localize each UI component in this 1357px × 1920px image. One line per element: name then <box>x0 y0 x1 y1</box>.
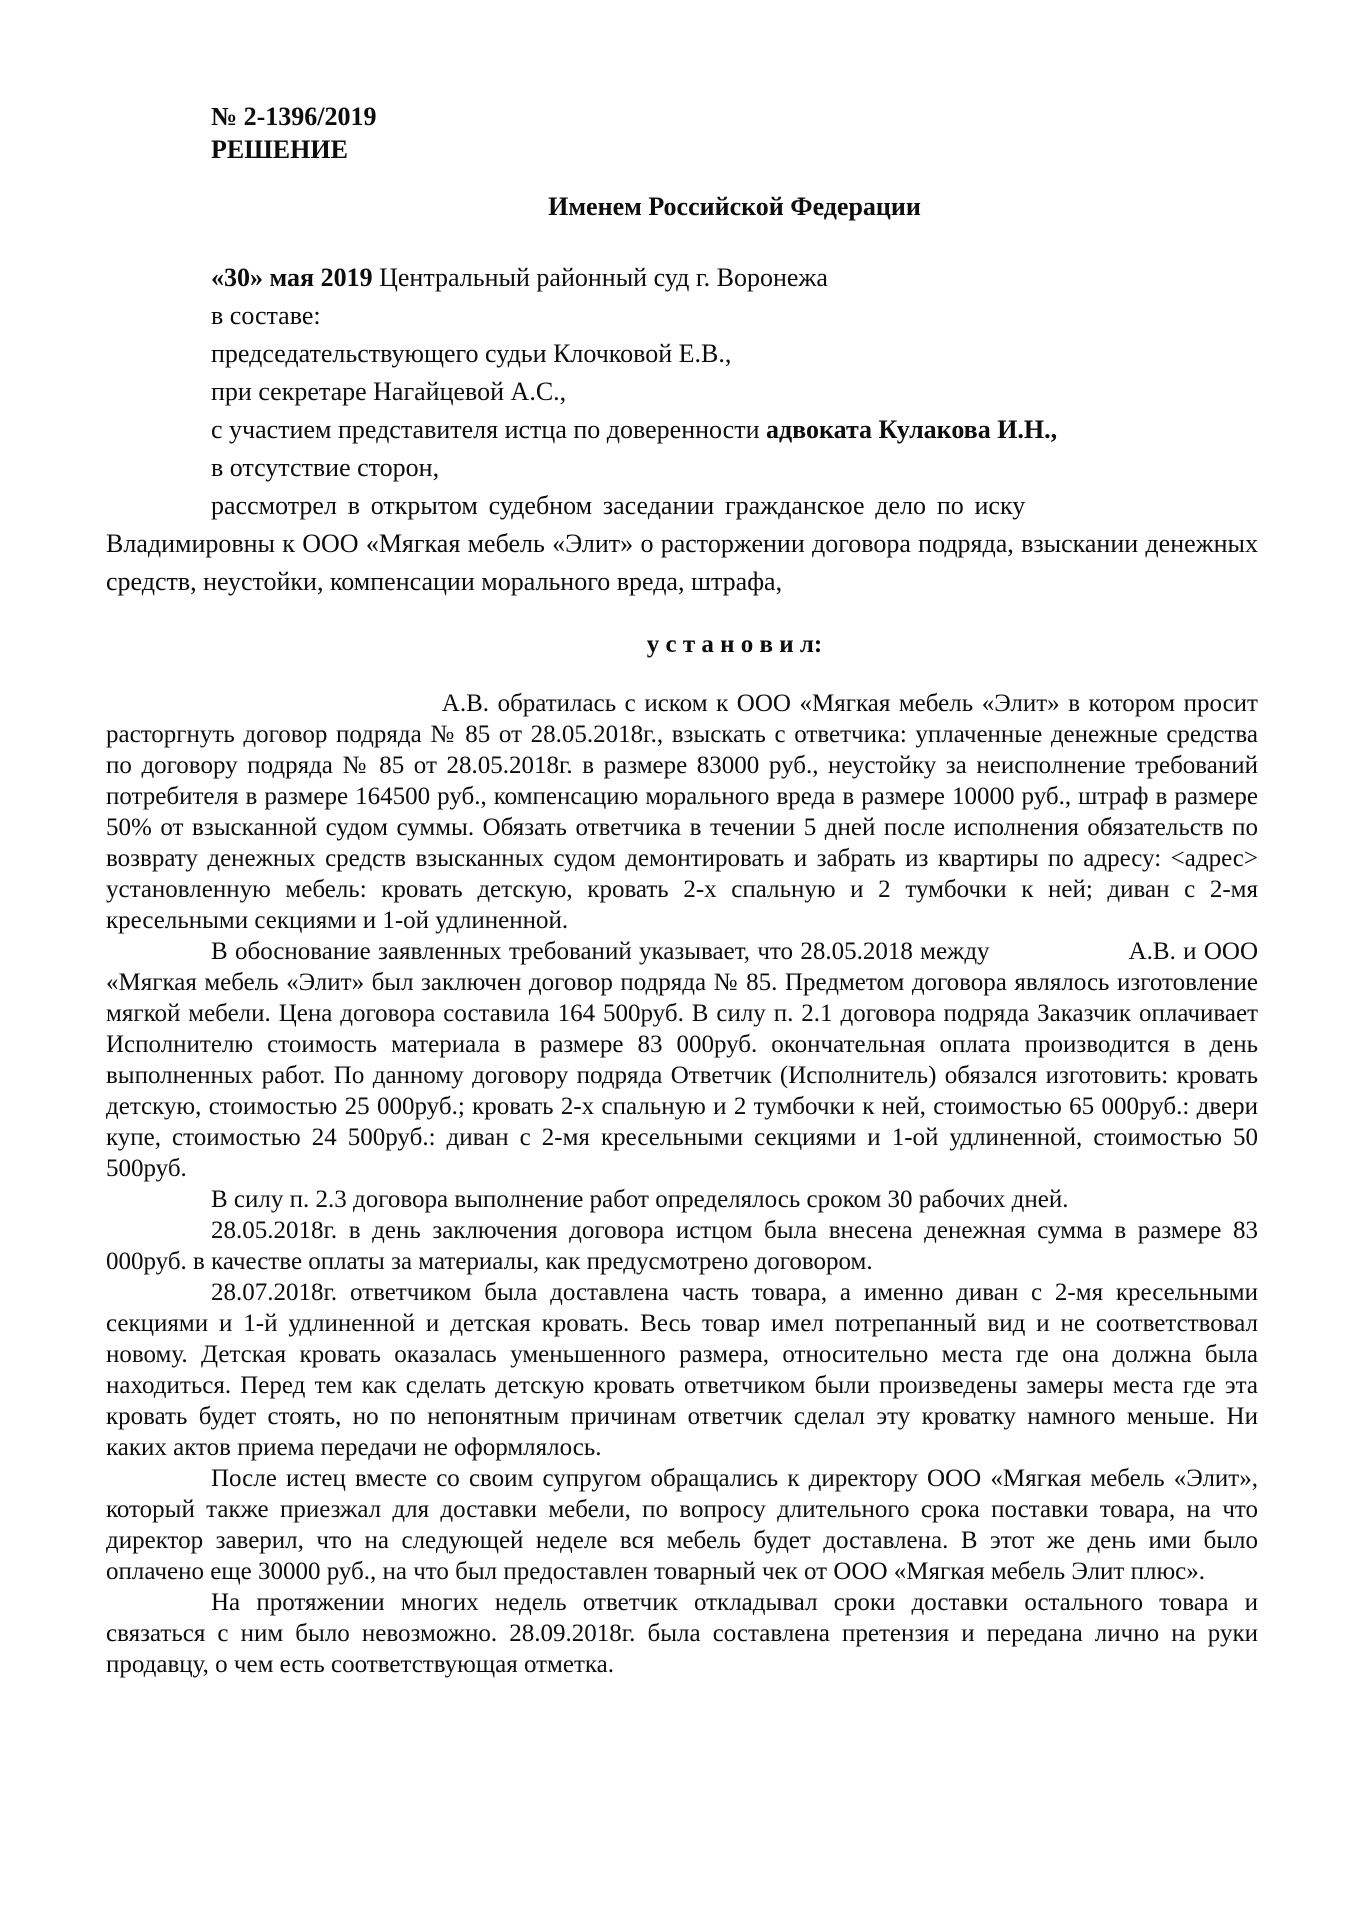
preamble <box>106 259 1258 601</box>
preamble-segment: председательствующего судьи Клочковой Е.В., <box>211 339 732 368</box>
document-body <box>106 688 1258 1680</box>
case-number: № 2-1396/2019 <box>211 102 377 131</box>
preamble-segment: при секретаре Нагайцевой А.С., <box>211 377 567 406</box>
preamble-line <box>106 449 1258 487</box>
decision-title: РЕШЕНИЕ <box>211 135 348 164</box>
body-paragraph: 28.07.2018г. ответчиком была доставлена часть товара, а именно диван с 2-мя кресельными секциями и 1-й удлиненной и детская кровать. Весь товар имел потрепанный вид и не соответствовал новому. Детская кровать оказалась уменьшенного размера, относительно места где она должна была находиться. Перед тем как сделать детскую кровать ответчиком были произведены замеры места где эта кровать будет стоять, но по непонятным причинам ответчик сделал эту кроватку намного меньше. Ни каких актов приема передачи не оформлялось. <box>106 1279 1258 1461</box>
body-paragraph: В обоснование заявленных требований указывает, что 28.05.2018 между А.В. и ООО «Мягкая мебель «Элит» был заключен договор подряда № 85. Предметом договора являлось изготовление мягкой мебели. Цена договора составила 164 500руб. В силу п. 2.1 договора подряда Заказчик оплачивает Исполнителю стоимость материала в размере 83 000руб. окончательная оплата производится в день выполненных работ. По данному договору подряда Ответчик (Исполнитель) обязался изготовить: кровать детскую, стоимостью 25 000руб.; кровать 2-х спальную и 2 тумбочки к ней, стоимостью 65 000руб.: двери купе, стоимостью 24 500руб.: диван с 2-мя кресельными секциями и 1-ой удлиненной, стоимостью 50 500руб. <box>106 938 1258 1182</box>
body-paragraph: На протяжении многих недель ответчик откладывал сроки доставки остального товара и связаться с ним было невозможно. 28.09.2018г. была составлена претензия и передана лично на руки продавцу, о чем есть соответствующая отметка. <box>106 1589 1258 1678</box>
preamble-segment: рассмотрел в открытом судебном заседании гражданское дело по иску Владимировны к ООО «Мягкая мебель «Элит» о расторжении договора подряда, взыскании денежных средств, неустойки, компенсации морального вреда, штрафа, <box>106 491 1258 596</box>
body-paragraph: 28.05.2018г. в день заключения договора истцом была внесена денежная сумма в размере 83 000руб. в качестве оплаты за материалы, как предусмотрено договором. <box>106 1217 1258 1275</box>
preamble-line <box>106 297 1258 335</box>
in-the-name-heading: Именем Российской Федерации <box>548 192 921 221</box>
preamble-line <box>106 411 1258 449</box>
body-paragraph: В силу п. 2.3 договора выполнение работ определялось сроком 30 рабочих дней. <box>211 1186 1069 1213</box>
preamble-segment: в отсутствие сторон, <box>211 453 440 482</box>
preamble-segment-bold: адвоката Кулакова И.Н., <box>766 415 1058 444</box>
preamble-line <box>106 259 1258 297</box>
preamble-segment: с участием представителя истца по доверенности <box>211 415 767 444</box>
preamble-segment: Центральный районный суд г. Воронежа <box>379 263 828 292</box>
preamble-segment: в составе: <box>211 301 321 330</box>
preamble-line <box>106 335 1258 373</box>
body-paragraph: А.В. обратилась с иском к ООО «Мягкая мебель «Элит» в котором просит расторгнуть договор подряда № 85 от 28.05.2018г., взыскать с ответчика: уплаченные денежные средства по договору подряда № 85 от 28.05.2018г. в размере 83000 руб., неустойку за неисполнение требований потребителя в размере 164500 руб., компенсацию морального вреда в размере 10000 руб., штраф в размере 50% от взысканной судом суммы. Обязать ответчика в течении 5 дней после исполнения обязательств по возврату денежных средств взысканных судом демонтировать и забрать из квартиры по адресу: <адрес> установленную мебель: кровать детскую, кровать 2-х спальную и 2 тумбочки к ней; диван с 2-мя кресельными секциями и 1-ой удлиненной. <box>106 690 1258 934</box>
preamble-line <box>106 487 1258 601</box>
preamble-segment-bold: «30» мая 2019 <box>211 263 380 292</box>
resolution-heading: у с т а н о в и л: <box>646 631 823 658</box>
body-paragraph: После истец вместе со своим супругом обращались к директору ООО «Мягкая мебель «Элит», который также приезжал для доставки мебели, по вопросу длительного срока поставки товара, на что директор заверил, что на следующей неделе вся мебель будет доставлена. В этот же день ими было оплачено еще 30000 руб., на что был предоставлен товарный чек от ООО «Мягкая мебель Элит плюс». <box>106 1465 1258 1585</box>
preamble-line <box>106 373 1258 411</box>
